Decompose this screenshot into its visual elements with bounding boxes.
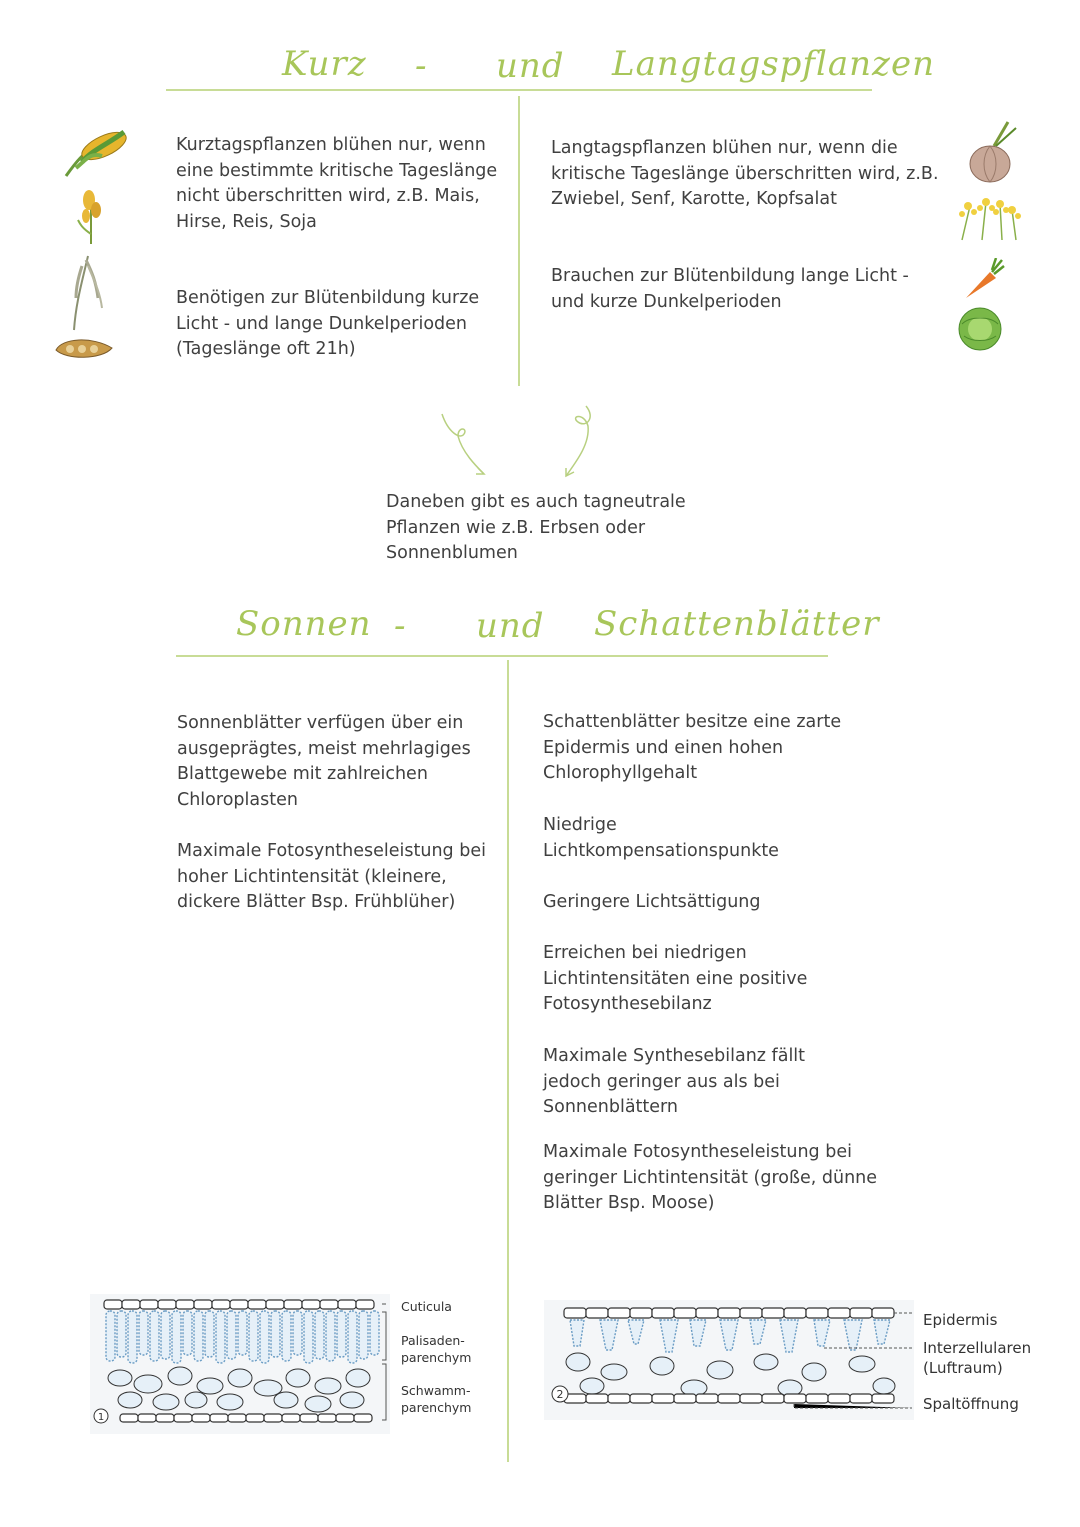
lettuce-icon — [956, 306, 1004, 352]
carrot-icon — [962, 258, 1006, 302]
title-dash-1: - — [415, 46, 428, 86]
schattenblaetter-leistung: Maximale Fotosyntheseleistung bei geringer Lichtintensität (große, dünne Blätter Bsp. Moose) — [543, 1142, 878, 1213]
sun-diagram-number: 1 — [97, 1412, 105, 1423]
label-epidermis: Epidermis — [923, 1311, 998, 1329]
label-palisadenparenchym: Palisaden- parenchym — [401, 1333, 472, 1365]
label-schwammparenchym: Schwamm- parenchym — [401, 1383, 472, 1415]
schattenblaetter-saettigung: Geringere Lichtsättigung — [543, 892, 761, 912]
column-divider-2 — [507, 660, 509, 1462]
title-schattenblaetter: Schattenblätter — [594, 604, 880, 644]
sun-leaf-cross-section — [90, 1294, 390, 1434]
schattenblaetter-bilanz: Erreichen bei niedrigen Lichtintensitäten eine positive Fotosynthesebilanz — [543, 943, 808, 1014]
schattenblaetter-aufbau: Schattenblätter besitze eine zarte Epidermis und einen hohen Chlorophyllgehalt — [543, 712, 842, 783]
title-langtagspflanzen: Langtagspflanzen — [612, 44, 935, 84]
title-sonnen: Sonnen — [236, 604, 372, 644]
shade-diagram-number: 2 — [556, 1388, 564, 1401]
title-dash-2: - — [394, 606, 407, 646]
tagneutral-text: Daneben gibt es auch tagneutrale Pflanzen wie z.B. Erbsen oder Sonnenblumen — [386, 492, 686, 563]
soy-icon — [52, 332, 116, 362]
title-underline-1 — [166, 89, 872, 91]
shade-leaf-cross-section — [544, 1300, 914, 1420]
title-und-1: und — [496, 46, 565, 86]
label-interzellularen: Interzellularen (Luftraum) — [923, 1339, 1032, 1377]
millet-icon — [74, 186, 108, 246]
title-underline-2 — [176, 655, 828, 657]
kurztag-definition: Kurztagspflanzen blühen nur, wenn eine bestimmte kritische Tageslänge nicht überschritten wird, z.B. Mais, Hirse, Reis, Soja — [176, 135, 498, 232]
schattenblaetter-kompensation: Niedrige Lichtkompensationspunkte — [543, 815, 779, 861]
sonnenblaetter-leistung: Maximale Fotosyntheseleistung bei hoher Lichtintensität (kleinere, dickere Blätter Bsp. Frühblüher) — [177, 841, 486, 912]
shade-leaf-diagram — [544, 1300, 1044, 1426]
column-divider-1 — [518, 96, 520, 386]
sonnenblaetter-aufbau: Sonnenblätter verfügen über ein ausgeprägtes, meist mehrlagiges Blattgewebe mit zahlreichen Chloroplasten — [177, 713, 471, 810]
title-und-2: und — [476, 606, 545, 646]
kurztag-bluetenbildung: Benötigen zur Blütenbildung kurze Licht - und lange Dunkelperioden (Tageslänge oft 21h) — [176, 288, 480, 359]
title-kurz: Kurz — [282, 44, 367, 84]
sun-leaf-diagram — [90, 1288, 490, 1434]
onion-icon — [964, 120, 1024, 186]
corn-icon — [62, 122, 132, 180]
langtag-definition: Langtagspflanzen blühen nur, wenn die kritische Tageslänge überschritten wird, z.B. Zwiebel, Senf, Karotte, Kopfsalat — [551, 138, 939, 209]
schattenblaetter-synthesebilanz: Maximale Synthesebilanz fällt jedoch geringer aus als bei Sonnenblättern — [543, 1046, 806, 1117]
curly-arrows-icon — [436, 402, 606, 482]
label-cuticula: Cuticula — [401, 1299, 452, 1314]
langtag-bluetenbildung: Brauchen zur Blütenbildung lange Licht - und kurze Dunkelperioden — [551, 266, 909, 312]
label-spaltoeffnung: Spaltöffnung — [923, 1395, 1019, 1413]
mustard-icon — [952, 196, 1028, 242]
rice-icon — [66, 252, 106, 332]
